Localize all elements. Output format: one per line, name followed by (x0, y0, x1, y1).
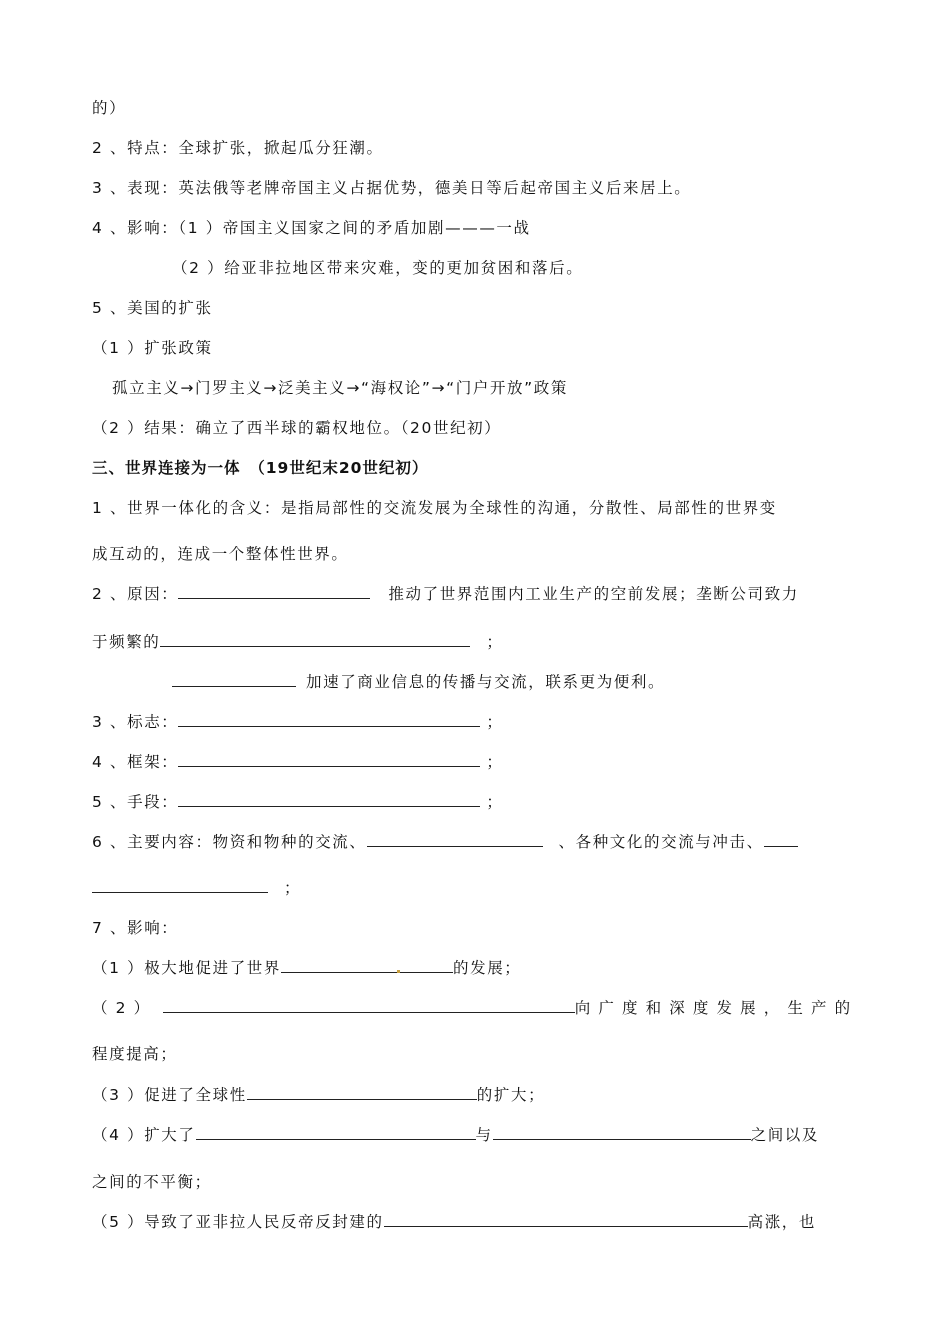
text-segment: 5 、手段： (92, 793, 179, 811)
fill-blank[interactable] (178, 584, 370, 599)
text-segment: （4 ）扩大了 (92, 1126, 196, 1144)
text-segment: 高涨，也 (747, 1213, 816, 1231)
text-segment: 之间以及 (750, 1126, 820, 1144)
fill-blank[interactable] (163, 998, 575, 1013)
text-line: （1 ）扩张政策 (92, 339, 213, 357)
text-segment: ； (284, 879, 302, 897)
fill-blank[interactable] (178, 792, 480, 807)
text-line (92, 878, 301, 898)
text-segment: 与 (475, 1126, 493, 1144)
fill-blank[interactable] (281, 958, 453, 973)
text-line: 程度提高； (92, 1045, 178, 1063)
text-segment: 于频繁的 (92, 633, 161, 651)
text-line: 2 、特点：全球扩张，掀起瓜分狂潮。 (92, 139, 384, 157)
text-line (92, 712, 504, 732)
text-line (92, 1125, 819, 1145)
text-line (92, 632, 504, 652)
fill-blank[interactable] (367, 832, 543, 847)
fill-blank[interactable] (92, 878, 268, 893)
mark-dot (397, 970, 400, 973)
text-line: 4 、影响：（1 ）帝国主义国家之间的矛盾加剧———一战 (92, 219, 531, 237)
text-line (172, 672, 665, 692)
text-line: 的） (92, 99, 127, 117)
text-segment: 、各种文化的交流与冲击、 (558, 833, 764, 851)
text-segment: ； (486, 753, 504, 771)
text-line: 7 、影响： (92, 919, 179, 937)
text-segment: 加速了商业信息的传播与交流，联系更为便利。 (306, 673, 666, 691)
fill-blank[interactable] (196, 1125, 476, 1140)
text-segment: 2 、原因： (92, 585, 179, 603)
text-line (92, 1085, 545, 1105)
text-segment: （3 ）促进了全球性 (92, 1086, 247, 1104)
text-segment: 的发展； (453, 959, 522, 977)
text-line: 5 、美国的扩张 (92, 299, 213, 317)
text-line (92, 584, 799, 604)
text-segment: ； (486, 793, 504, 811)
fill-blank[interactable] (172, 672, 296, 687)
text-segment: （5 ）导致了亚非拉人民反帝反封建的 (92, 1213, 384, 1231)
fill-blank[interactable] (160, 632, 470, 647)
text-line: 3 、表现：英法俄等老牌帝国主义占据优势，德美日等后起帝国主义后来居上。 (92, 179, 692, 197)
text-line: （2 ）结果：确立了西半球的霸权地位。（20世纪初） (92, 419, 502, 437)
fill-blank[interactable] (247, 1085, 477, 1100)
text-line (92, 1212, 816, 1232)
text-segment: 3 、标志： (92, 713, 179, 731)
text-line (92, 958, 521, 978)
fill-blank[interactable] (178, 752, 480, 767)
text-line (92, 998, 852, 1018)
text-line: （2 ）给亚非拉地区带来灾难，变的更加贫困和落后。 (172, 259, 584, 277)
text-segment: 4 、框架： (92, 753, 179, 771)
text-line (92, 832, 798, 852)
text-segment: （ 2 ） (92, 999, 151, 1017)
text-segment: 向 广 度 和 深 度 发 展 ， 生 产 的 (574, 999, 852, 1017)
fill-blank[interactable] (384, 1212, 748, 1227)
text-line (92, 752, 504, 772)
text-segment: ； (486, 713, 504, 731)
text-segment: 6 、主要内容：物资和物种的交流、 (92, 833, 367, 851)
text-line: 孤立主义→门罗主义→泛美主义→“海权论”→“门户开放”政策 (112, 379, 568, 397)
text-line: 成互动的，连成一个整体性世界。 (92, 545, 349, 563)
fill-blank[interactable] (764, 832, 798, 847)
fill-blank[interactable] (178, 712, 480, 727)
text-segment: 的扩大； (476, 1086, 546, 1104)
text-line (92, 792, 504, 812)
text-segment: ； (486, 633, 504, 651)
text-segment: 推动了世界范围内工业生产的空前发展；垄断公司致力 (388, 585, 799, 603)
text-line: 1 、世界一体化的含义：是指局部性的交流发展为全球性的沟通，分散性、局部性的世界变 (92, 499, 777, 517)
text-line: 之间的不平衡； (92, 1173, 212, 1191)
fill-blank[interactable] (493, 1125, 751, 1140)
text-segment: （1 ）极大地促进了世界 (92, 959, 281, 977)
section-heading: 三、世界连接为一体 （19世纪末20世纪初） (92, 459, 429, 477)
